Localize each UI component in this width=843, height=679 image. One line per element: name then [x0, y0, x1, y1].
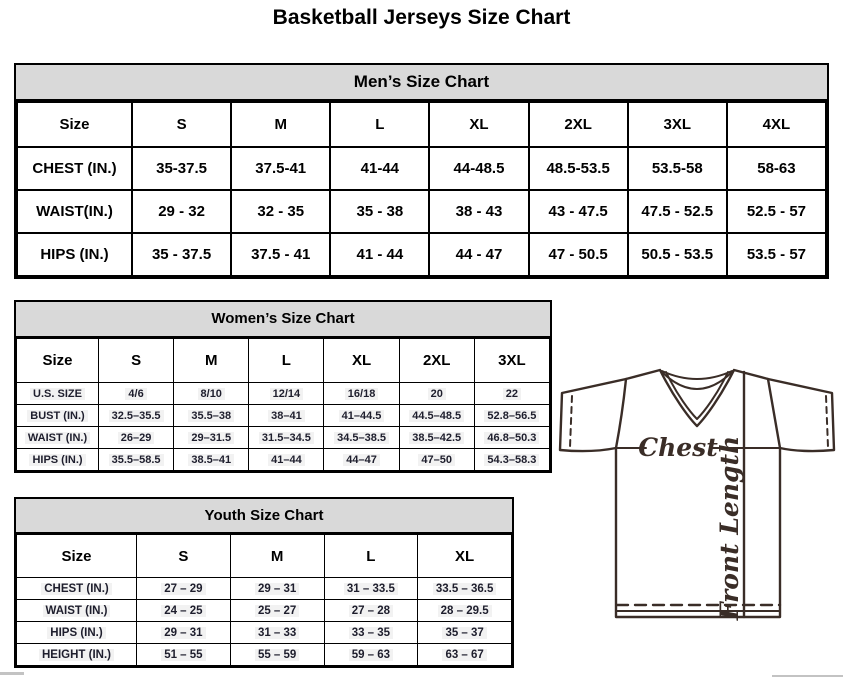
row-label: HEIGHT (IN.) — [17, 644, 137, 666]
measurement-cell: 37.5 - 41 — [231, 233, 330, 276]
measurement-cell: 22 — [474, 383, 549, 405]
womens-table — [16, 338, 550, 471]
measurement-cell: 29 – 31 — [230, 578, 324, 600]
measurement-cell: 44–47 — [324, 449, 399, 471]
measurement-cell: 41–44 — [249, 449, 324, 471]
mens-row — [17, 147, 826, 190]
size-column-m: M — [174, 339, 249, 383]
row-label: HIPS (IN.) — [17, 233, 132, 276]
measurement-cell: 44 - 47 — [429, 233, 528, 276]
measurement-cell: 35 - 37.5 — [132, 233, 231, 276]
measurement-cell: 51 – 55 — [137, 644, 231, 666]
measurement-cell: 37.5-41 — [231, 147, 330, 190]
youth-row — [17, 578, 512, 600]
measurement-cell: 27 – 29 — [137, 578, 231, 600]
size-column-header: Size — [17, 535, 137, 578]
measurement-cell: 35.5–58.5 — [99, 449, 174, 471]
measurement-cell: 38.5–41 — [174, 449, 249, 471]
front-length-label: Front Length — [715, 435, 744, 621]
measurement-cell: 46.8–50.3 — [474, 427, 549, 449]
measurement-cell: 53.5-58 — [628, 147, 727, 190]
measurement-cell: 54.3–58.3 — [474, 449, 549, 471]
measurement-cell: 34.5–38.5 — [324, 427, 399, 449]
measurement-cell: 38–41 — [249, 405, 324, 427]
measurement-cell: 29 – 31 — [137, 622, 231, 644]
womens-row — [17, 383, 550, 405]
measurement-cell: 8/10 — [174, 383, 249, 405]
row-label: BUST (IN.) — [17, 405, 99, 427]
measurement-cell: 47.5 - 52.5 — [628, 190, 727, 233]
size-column-xl: XL — [324, 339, 399, 383]
size-column-l: L — [324, 535, 418, 578]
size-column-s: S — [132, 102, 231, 147]
youth-chart-header: Youth Size Chart — [16, 499, 512, 534]
measurement-cell: 53.5 - 57 — [727, 233, 826, 276]
measurement-cell: 48.5-53.5 — [529, 147, 628, 190]
measurement-cell: 35-37.5 — [132, 147, 231, 190]
size-column-l: L — [330, 102, 429, 147]
womens-row — [17, 449, 550, 471]
measurement-cell: 32 - 35 — [231, 190, 330, 233]
measurement-cell: 28 – 29.5 — [418, 600, 512, 622]
mens-header-row — [17, 102, 826, 147]
page-title: Basketball Jerseys Size Chart — [272, 6, 571, 29]
size-column-xl: XL — [429, 102, 528, 147]
measurement-cell: 29 - 32 — [132, 190, 231, 233]
row-label: CHEST (IN.) — [17, 147, 132, 190]
size-column-2xl: 2XL — [399, 339, 474, 383]
row-label: WAIST(IN.) — [17, 190, 132, 233]
measurement-cell: 58-63 — [727, 147, 826, 190]
jersey-right-cuff-stitch — [826, 396, 828, 447]
measurement-cell: 38 - 43 — [429, 190, 528, 233]
measurement-cell: 59 – 63 — [324, 644, 418, 666]
youth-row — [17, 644, 512, 666]
measurement-cell: 16/18 — [324, 383, 399, 405]
mens-chart-header: Men’s Size Chart — [16, 65, 827, 101]
measurement-cell: 47–50 — [399, 449, 474, 471]
womens-size-chart — [14, 300, 552, 473]
measurement-cell: 25 – 27 — [230, 600, 324, 622]
size-column-s: S — [137, 535, 231, 578]
size-column-xl: XL — [418, 535, 512, 578]
measurement-cell: 50.5 - 53.5 — [628, 233, 727, 276]
row-label: HIPS (IN.) — [17, 449, 99, 471]
measurement-cell: 12/14 — [249, 383, 324, 405]
mens-table — [16, 101, 827, 277]
size-column-header: Size — [17, 102, 132, 147]
scrollbar-artifact-left — [0, 672, 24, 675]
measurement-cell: 44.5–48.5 — [399, 405, 474, 427]
measurement-cell: 24 – 25 — [137, 600, 231, 622]
measurement-cell: 20 — [399, 383, 474, 405]
jersey-left-cuff-stitch — [570, 396, 572, 447]
measurement-cell: 33.5 – 36.5 — [418, 578, 512, 600]
size-column-s: S — [99, 339, 174, 383]
row-label: WAIST (IN.) — [17, 600, 137, 622]
size-column-2xl: 2XL — [529, 102, 628, 147]
jersey-body-outline — [616, 370, 780, 617]
measurement-cell: 44-48.5 — [429, 147, 528, 190]
womens-row — [17, 427, 550, 449]
scrollbar-artifact-right — [772, 675, 843, 677]
mens-size-chart — [14, 63, 829, 279]
measurement-cell: 63 – 67 — [418, 644, 512, 666]
measurement-cell: 43 - 47.5 — [529, 190, 628, 233]
size-column-m: M — [231, 102, 330, 147]
measurement-cell: 55 – 59 — [230, 644, 324, 666]
row-label: WAIST (IN.) — [17, 427, 99, 449]
size-column-4xl: 4XL — [727, 102, 826, 147]
size-column-3xl: 3XL — [628, 102, 727, 147]
measurement-cell: 27 – 28 — [324, 600, 418, 622]
youth-table — [16, 534, 512, 666]
measurement-cell: 31 – 33 — [230, 622, 324, 644]
measurement-cell: 52.8–56.5 — [474, 405, 549, 427]
measurement-cell: 29–31.5 — [174, 427, 249, 449]
measurement-cell: 31 – 33.5 — [324, 578, 418, 600]
measurement-cell: 33 – 35 — [324, 622, 418, 644]
measurement-cell: 52.5 - 57 — [727, 190, 826, 233]
measurement-cell: 41–44.5 — [324, 405, 399, 427]
measurement-cell: 35 - 38 — [330, 190, 429, 233]
youth-size-chart — [14, 497, 514, 668]
measurement-cell: 47 - 50.5 — [529, 233, 628, 276]
mens-row — [17, 190, 826, 233]
size-column-l: L — [249, 339, 324, 383]
measurement-cell: 41-44 — [330, 147, 429, 190]
measurement-cell: 41 - 44 — [330, 233, 429, 276]
measurement-cell: 4/6 — [99, 383, 174, 405]
chest-label: Chest — [638, 433, 718, 462]
row-label: HIPS (IN.) — [17, 622, 137, 644]
jersey-collar-back-curve-1 — [662, 371, 732, 379]
measurement-cell: 31.5–34.5 — [249, 427, 324, 449]
measurement-cell: 32.5–35.5 — [99, 405, 174, 427]
measurement-cell: 26–29 — [99, 427, 174, 449]
size-column-m: M — [230, 535, 324, 578]
size-column-header: Size — [17, 339, 99, 383]
size-column-3xl: 3XL — [474, 339, 549, 383]
womens-chart-header: Women’s Size Chart — [16, 302, 550, 338]
jersey-measurement-diagram — [556, 360, 842, 622]
measurement-cell: 35 – 37 — [418, 622, 512, 644]
youth-row — [17, 622, 512, 644]
measurement-cell: 35.5–38 — [174, 405, 249, 427]
row-label: U.S. SIZE — [17, 383, 99, 405]
mens-row — [17, 233, 826, 276]
row-label: CHEST (IN.) — [17, 578, 137, 600]
measurement-cell: 38.5–42.5 — [399, 427, 474, 449]
womens-row — [17, 405, 550, 427]
womens-header-row — [17, 339, 550, 383]
youth-row — [17, 600, 512, 622]
youth-header-row — [17, 535, 512, 578]
